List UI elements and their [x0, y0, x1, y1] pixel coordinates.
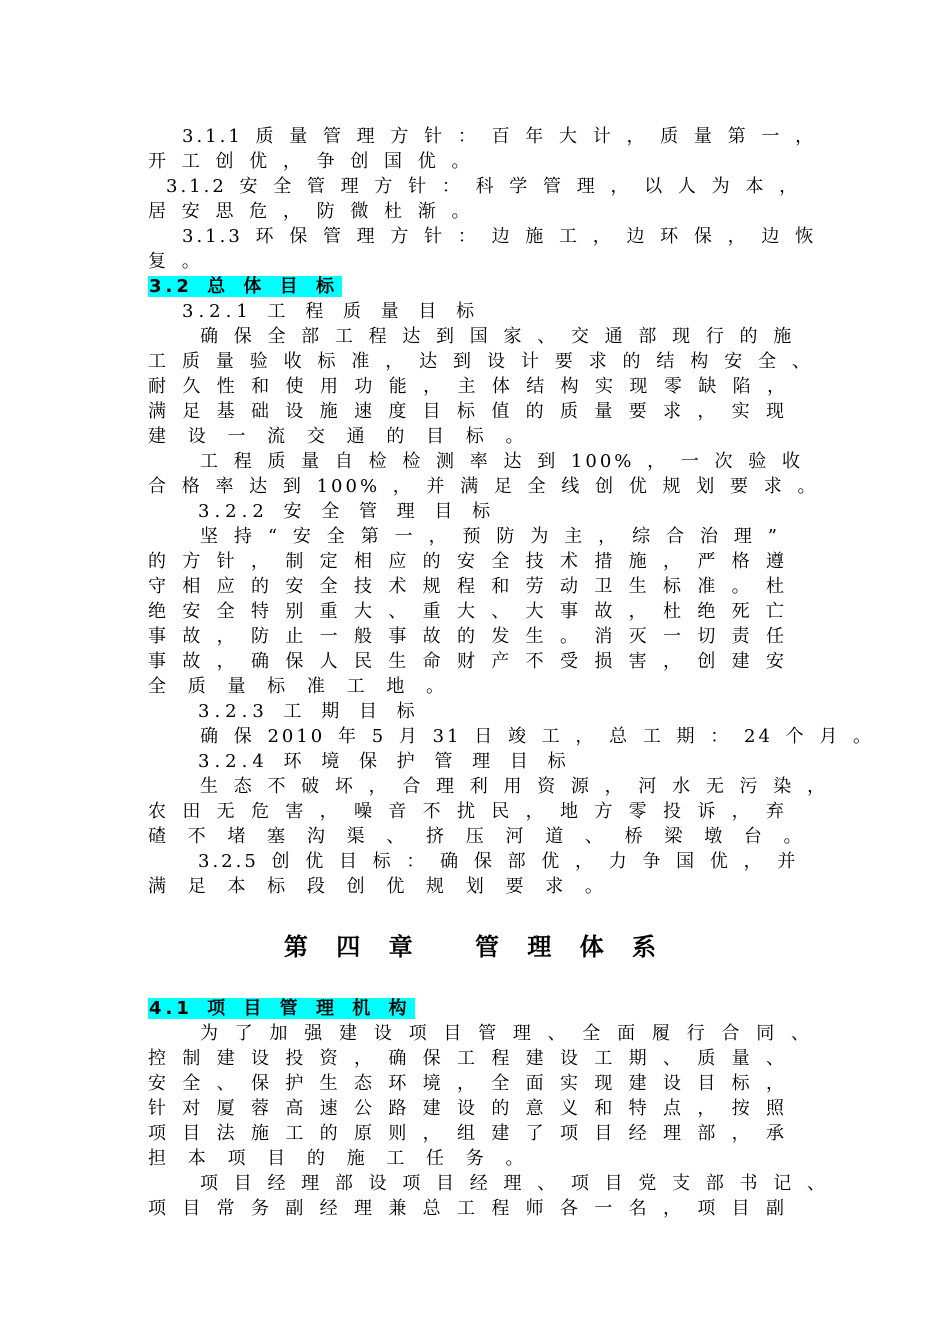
paragraph-line: 的 方 针 ， 制 定 相 应 的 安 全 技 术 措 施 ， 严 格 遵 — [148, 551, 787, 572]
paragraph-line: 确 保 2010 年 5 月 31 日 竣 工 ， 总 工 期 ： 24 个 月 。 — [200, 726, 875, 747]
paragraph-line: 坚 持 “ 安 全 第 一 ， 预 防 为 主 ， 综 合 治 理 ” — [200, 526, 780, 547]
paragraph-line: 全 质 量 标 准 工 地 。 — [148, 676, 451, 697]
paragraph-line: 项 目 常 务 副 经 理 兼 总 工 程 师 各 一 名 ， 项 目 副 — [148, 1198, 787, 1219]
policy-safety-line-2: 居 安 思 危 ， 防 微 杜 渐 。 — [148, 201, 473, 222]
paragraph-line: 工 程 质 量 自 检 检 测 率 达 到 100% ， 一 次 验 收 — [200, 451, 804, 472]
paragraph-line: 工 质 量 验 收 标 准 ， 达 到 设 计 要 求 的 结 构 安 全 、 — [148, 351, 813, 372]
subsection-3-2-5-line-2: 满 足 本 标 段 创 优 规 划 要 求 。 — [148, 876, 609, 897]
paragraph-line: 绝 安 全 特 别 重 大 、 重 大 、 大 事 故 ， 杜 绝 死 亡 — [148, 601, 787, 622]
chapter-title: 第 四 章 管 理 体 系 — [283, 933, 667, 961]
paragraph-line: 控 制 建 设 投 资 ， 确 保 工 程 建 设 工 期 、 质 量 、 — [148, 1048, 787, 1069]
paragraph-line: 安 全 、 保 护 生 态 环 境 ， 全 面 实 现 建 设 目 标 ， — [148, 1073, 787, 1094]
paragraph-line: 耐 久 性 和 使 用 功 能 ， 主 体 结 构 实 现 零 缺 陷 ， — [148, 376, 788, 397]
paragraph-line: 农 田 无 危 害 ， 噪 音 不 扰 民 ， 地 方 零 投 诉 ， 弃 — [148, 801, 787, 822]
paragraph-line: 守 相 应 的 安 全 技 术 规 程 和 劳 动 卫 生 标 准 。 杜 — [148, 576, 787, 597]
paragraph-line: 事 故 ， 确 保 人 民 生 命 财 产 不 受 损 害 ， 创 建 安 — [148, 651, 787, 672]
subsection-3-2-2-title: 3.2.2 安 全 管 理 目 标 — [198, 501, 496, 522]
policy-quality-line-2: 开 工 创 优 ， 争 创 国 优 。 — [148, 151, 473, 172]
policy-quality-line-1: 3.1.1 质 量 管 理 方 针 ： 百 年 大 计 ， 质 量 第 一 ， — [182, 126, 817, 147]
paragraph-line: 针 对 厦 蓉 高 速 公 路 建 设 的 意 义 和 特 点 ， 按 照 — [148, 1098, 787, 1119]
paragraph-line: 担 本 项 目 的 施 工 任 务 。 — [148, 1148, 530, 1169]
policy-environment-line-2: 复 。 — [148, 251, 203, 272]
policy-environment-line-1: 3.1.3 环 保 管 理 方 针 ： 边 施 工 ， 边 环 保 ， 边 恢 — [182, 226, 817, 247]
paragraph-line: 合 格 率 达 到 100% ， 并 满 足 全 线 创 优 规 划 要 求 。 — [148, 476, 819, 497]
section-heading-3-2: 3.2 总 体 目 标 — [148, 274, 813, 299]
paragraph-line: 为 了 加 强 建 设 项 目 管 理 、 全 面 履 行 合 同 、 — [200, 1023, 812, 1044]
paragraph-line: 事 故 ， 防 止 一 般 事 故 的 发 生 。 消 灭 一 切 责 任 — [148, 626, 787, 647]
paragraph-line: 项 目 经 理 部 设 项 目 经 理 、 项 目 党 支 部 书 记 、 — [200, 1173, 828, 1194]
policy-safety-line-1: 3.1.2 安 全 管 理 方 针 ： 科 学 管 理 ， 以 人 为 本 ， — [166, 176, 801, 197]
subsection-3-2-1-title: 3.2.1 工 程 质 量 目 标 — [182, 301, 480, 322]
paragraph-line: 满 足 基 础 设 施 速 度 目 标 值 的 质 量 要 求 ， 实 现 — [148, 401, 787, 422]
paragraph-line: 建 设 一 流 交 通 的 目 标 。 — [148, 426, 530, 447]
paragraph-line: 生 态 不 破 坏 ， 合 理 利 用 资 源 ， 河 水 无 污 染 ， — [200, 776, 828, 797]
paragraph-line: 项 目 法 施 工 的 原 则 ， 组 建 了 项 目 经 理 部 ， 承 — [148, 1123, 787, 1144]
paragraph-line: 碴 不 堵 塞 沟 渠 、 挤 压 河 道 、 桥 梁 墩 台 。 — [148, 826, 808, 847]
subsection-3-2-3-title: 3.2.3 工 期 目 标 — [198, 701, 420, 722]
paragraph-line: 确 保 全 部 工 程 达 到 国 家 、 交 通 部 现 行 的 施 — [200, 326, 795, 347]
section-heading-4-1: 4.1 项 目 管 理 机 构 — [148, 996, 813, 1021]
subsection-3-2-4-title: 3.2.4 环 境 保 护 管 理 目 标 — [198, 751, 571, 772]
subsection-3-2-5-line-1: 3.2.5 创 优 目 标 ： 确 保 部 优 ， 力 争 国 优 ， 并 — [198, 851, 799, 872]
